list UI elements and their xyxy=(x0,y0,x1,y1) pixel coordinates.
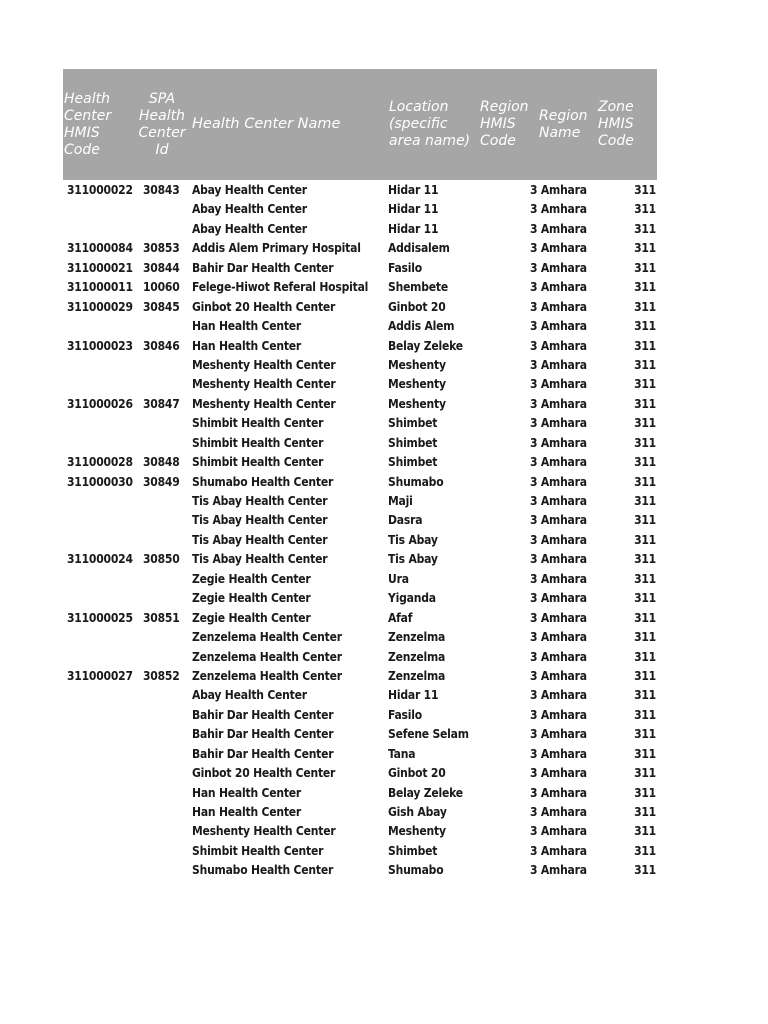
cell-zone-hmis[interactable]: 311 xyxy=(634,435,656,450)
table-row[interactable] xyxy=(63,608,657,627)
cell-center-name[interactable]: Felege-Hiwot Referal Hospital xyxy=(192,280,369,295)
table-row[interactable] xyxy=(63,860,657,879)
cell-zone-hmis[interactable]: 311 xyxy=(634,630,656,645)
cell-location[interactable]: Hidar 11 xyxy=(388,688,439,703)
cell-region[interactable]: 3 Amhara xyxy=(530,688,587,703)
cell-zone-hmis[interactable]: 311 xyxy=(634,785,656,800)
cell-region[interactable]: 3 Amhara xyxy=(530,280,587,295)
cell-center-name[interactable]: Meshenty Health Center xyxy=(192,357,336,372)
cell-center-name[interactable]: Bahir Dar Health Center xyxy=(192,707,334,722)
cell-hmis-code[interactable]: 311000084 xyxy=(67,241,133,256)
cell-location[interactable]: Meshenty xyxy=(388,357,446,372)
cell-zone-hmis[interactable]: 311 xyxy=(634,202,656,217)
table-row[interactable] xyxy=(63,549,657,568)
table-row[interactable] xyxy=(63,277,657,296)
table-row[interactable] xyxy=(63,530,657,549)
cell-location[interactable]: Hidar 11 xyxy=(388,221,439,236)
cell-zone-hmis[interactable]: 311 xyxy=(634,299,656,314)
table-row[interactable] xyxy=(63,841,657,860)
cell-region[interactable]: 3 Amhara xyxy=(530,513,587,528)
cell-center-name[interactable]: Han Health Center xyxy=(192,805,302,819)
header-region-name-label: Region Name xyxy=(539,107,588,141)
cell-region[interactable]: 3 Amhara xyxy=(530,805,587,819)
table-row[interactable] xyxy=(63,724,657,743)
cell-zone-hmis[interactable]: 311 xyxy=(634,221,656,236)
table-row[interactable] xyxy=(63,666,657,685)
table-row[interactable] xyxy=(63,588,657,607)
cell-center-name[interactable]: Meshenty Health Center xyxy=(192,824,336,839)
cell-spa-id[interactable]: 30849 xyxy=(143,474,180,489)
cell-location[interactable]: Fasilo xyxy=(388,260,422,275)
cell-region[interactable]: 3 Amhara xyxy=(530,221,587,236)
table-row[interactable] xyxy=(63,433,657,452)
table-row[interactable] xyxy=(63,199,657,218)
cell-location[interactable]: Gish Abay xyxy=(388,805,447,819)
cell-location[interactable]: Fasilo xyxy=(388,707,422,722)
cell-location[interactable]: Ura xyxy=(388,571,409,586)
cell-center-name[interactable]: Addis Alem Primary Hospital xyxy=(192,241,361,256)
cell-region[interactable]: 3 Amhara xyxy=(530,766,587,781)
cell-location[interactable]: Hidar 11 xyxy=(388,202,439,217)
cell-hmis-code[interactable]: 311000030 xyxy=(67,474,133,489)
table-row[interactable] xyxy=(63,763,657,782)
cell-region[interactable]: 3 Amhara xyxy=(530,727,587,742)
cell-region[interactable]: 3 Amhara xyxy=(530,357,587,372)
cell-location[interactable]: Tis Abay xyxy=(388,532,438,547)
cell-center-name[interactable]: Abay Health Center xyxy=(192,688,307,703)
cell-region[interactable]: 3 Amhara xyxy=(530,377,587,392)
cell-zone-hmis[interactable]: 311 xyxy=(634,183,656,197)
cell-location[interactable]: Sefene Selam xyxy=(388,727,469,742)
cell-location[interactable]: Ginbot 20 xyxy=(388,766,446,781)
cell-location[interactable]: Shembete xyxy=(388,280,448,295)
cell-center-name[interactable]: Shimbit Health Center xyxy=(192,435,324,450)
cell-zone-hmis[interactable]: 311 xyxy=(634,746,656,761)
header-region-name[interactable] xyxy=(539,69,595,180)
header-center-name-label: Health Center Name xyxy=(192,116,341,132)
cell-zone-hmis[interactable]: 311 xyxy=(634,532,656,547)
cell-region[interactable]: 3 Amhara xyxy=(530,591,587,606)
cell-center-name[interactable]: Bahir Dar Health Center xyxy=(192,746,334,761)
header-spa-id[interactable] xyxy=(133,69,191,180)
table-row[interactable] xyxy=(63,355,657,374)
cell-zone-hmis[interactable]: 311 xyxy=(634,494,656,508)
cell-zone-hmis[interactable]: 311 xyxy=(634,727,656,742)
cell-zone-hmis[interactable]: 311 xyxy=(634,688,656,703)
cell-location[interactable]: Shumabo xyxy=(388,863,444,878)
cell-hmis-code[interactable]: 311000027 xyxy=(67,668,133,683)
cell-center-name[interactable]: Han Health Center xyxy=(192,319,302,334)
cell-region[interactable]: 3 Amhara xyxy=(530,610,587,625)
cell-region[interactable]: 3 Amhara xyxy=(530,202,587,217)
cell-location[interactable]: Shimbet xyxy=(388,843,438,858)
cell-region[interactable]: 3 Amhara xyxy=(530,532,587,547)
cell-zone-hmis[interactable]: 311 xyxy=(634,668,656,683)
cell-location[interactable]: Zenzelma xyxy=(388,649,446,664)
cell-center-name[interactable]: Meshenty Health Center xyxy=(192,396,336,411)
cell-zone-hmis[interactable]: 311 xyxy=(634,649,656,664)
table-row[interactable] xyxy=(63,180,657,199)
header-hmis-code[interactable] xyxy=(64,69,130,180)
cell-center-name[interactable]: Shimbit Health Center xyxy=(192,416,324,431)
cell-location[interactable]: Belay Zeleke xyxy=(388,785,463,800)
table-row[interactable] xyxy=(63,802,657,821)
cell-center-name[interactable]: Bahir Dar Health Center xyxy=(192,727,334,742)
table-row[interactable] xyxy=(63,627,657,646)
cell-spa-id[interactable]: 30852 xyxy=(143,668,180,683)
cell-center-name[interactable]: Zegie Health Center xyxy=(192,571,311,586)
cell-center-name[interactable]: Ginbot 20 Health Center xyxy=(192,299,336,314)
cell-zone-hmis[interactable]: 311 xyxy=(634,377,656,392)
table-row[interactable] xyxy=(63,297,657,316)
cell-location[interactable]: Shumabo xyxy=(388,474,444,489)
cell-hmis-code[interactable]: 311000024 xyxy=(67,552,133,567)
cell-location[interactable]: Meshenty xyxy=(388,396,446,411)
cell-region[interactable]: 3 Amhara xyxy=(530,455,587,470)
cell-zone-hmis[interactable]: 311 xyxy=(634,241,656,256)
table-row[interactable] xyxy=(63,647,657,666)
cell-center-name[interactable]: Zenzelema Health Center xyxy=(192,668,342,683)
cell-region[interactable]: 3 Amhara xyxy=(530,863,587,878)
table-row[interactable] xyxy=(63,685,657,704)
header-location[interactable] xyxy=(389,69,481,180)
cell-spa-id[interactable]: 30844 xyxy=(143,260,180,275)
cell-zone-hmis[interactable]: 311 xyxy=(634,260,656,275)
cell-center-name[interactable]: Zegie Health Center xyxy=(192,610,311,625)
cell-center-name[interactable]: Abay Health Center xyxy=(192,221,307,236)
table-row[interactable] xyxy=(63,219,657,238)
cell-spa-id[interactable]: 30853 xyxy=(143,241,180,256)
cell-location[interactable]: Shimbet xyxy=(388,455,438,470)
cell-region[interactable]: 3 Amhara xyxy=(530,183,587,197)
cell-zone-hmis[interactable]: 311 xyxy=(634,591,656,606)
cell-region[interactable]: 3 Amhara xyxy=(530,668,587,683)
header-spa-id-label: SPA Health Center Id xyxy=(138,90,186,158)
cell-center-name[interactable]: Shimbit Health Center xyxy=(192,843,324,858)
cell-location[interactable]: Addisalem xyxy=(388,241,450,256)
table-row[interactable] xyxy=(63,491,657,510)
cell-center-name[interactable]: Shumabo Health Center xyxy=(192,474,334,489)
cell-center-name[interactable]: Meshenty Health Center xyxy=(192,377,336,392)
table-row[interactable] xyxy=(63,316,657,335)
cell-center-name[interactable]: Tis Abay Health Center xyxy=(192,552,328,567)
cell-location[interactable]: Afaf xyxy=(388,610,413,625)
table-row[interactable] xyxy=(63,394,657,413)
cell-region[interactable]: 3 Amhara xyxy=(530,552,587,567)
cell-region[interactable]: 3 Amhara xyxy=(530,435,587,450)
cell-zone-hmis[interactable]: 311 xyxy=(634,319,656,334)
cell-zone-hmis[interactable]: 311 xyxy=(634,280,656,295)
cell-zone-hmis[interactable]: 311 xyxy=(634,805,656,819)
cell-location[interactable]: Zenzelma xyxy=(388,668,446,683)
cell-hmis-code[interactable]: 311000029 xyxy=(67,299,133,314)
header-region-hmis[interactable] xyxy=(480,69,538,180)
cell-center-name[interactable]: Tis Abay Health Center xyxy=(192,494,328,508)
header-location-label: Location (specific area name) xyxy=(389,99,471,149)
header-zone-hmis[interactable] xyxy=(598,69,654,180)
cell-spa-id[interactable]: 30846 xyxy=(143,338,180,353)
cell-hmis-code[interactable]: 311000028 xyxy=(67,455,133,470)
cell-spa-id[interactable]: 30847 xyxy=(143,396,180,411)
cell-zone-hmis[interactable]: 311 xyxy=(634,571,656,586)
cell-center-name[interactable]: Han Health Center xyxy=(192,785,302,800)
cell-zone-hmis[interactable]: 311 xyxy=(634,474,656,489)
cell-center-name[interactable]: Zenzelema Health Center xyxy=(192,649,342,664)
cell-location[interactable]: Zenzelma xyxy=(388,630,446,645)
cell-spa-id[interactable]: 30845 xyxy=(143,299,180,314)
cell-center-name[interactable]: Ginbot 20 Health Center xyxy=(192,766,336,781)
cell-location[interactable]: Hidar 11 xyxy=(388,183,439,197)
cell-region[interactable]: 3 Amhara xyxy=(530,843,587,858)
cell-zone-hmis[interactable]: 311 xyxy=(634,396,656,411)
cell-region[interactable]: 3 Amhara xyxy=(530,319,587,334)
cell-region[interactable]: 3 Amhara xyxy=(530,260,587,275)
table-row[interactable] xyxy=(63,569,657,588)
cell-center-name[interactable]: Zenzelema Health Center xyxy=(192,630,342,645)
cell-region[interactable]: 3 Amhara xyxy=(530,746,587,761)
cell-hmis-code[interactable]: 311000021 xyxy=(67,260,133,275)
cell-location[interactable]: Shimbet xyxy=(388,435,438,450)
cell-center-name[interactable]: Abay Health Center xyxy=(192,202,307,217)
cell-zone-hmis[interactable]: 311 xyxy=(634,610,656,625)
cell-spa-id[interactable]: 30843 xyxy=(143,183,180,197)
cell-region[interactable]: 3 Amhara xyxy=(530,649,587,664)
spreadsheet-table xyxy=(63,69,657,878)
cell-zone-hmis[interactable]: 311 xyxy=(634,863,656,878)
header-hmis-code-label: Health Center HMIS Code xyxy=(64,90,112,158)
cell-zone-hmis[interactable]: 311 xyxy=(634,824,656,839)
cell-region[interactable]: 3 Amhara xyxy=(530,494,587,508)
table-row[interactable] xyxy=(63,783,657,802)
header-region-hmis-label: Region HMIS Code xyxy=(480,99,529,149)
cell-zone-hmis[interactable]: 311 xyxy=(634,766,656,781)
cell-zone-hmis[interactable]: 311 xyxy=(634,843,656,858)
table-row[interactable] xyxy=(63,472,657,491)
header-center-name[interactable] xyxy=(192,69,382,180)
cell-location[interactable]: Meshenty xyxy=(388,824,446,839)
cell-spa-id[interactable]: 10060 xyxy=(143,280,180,295)
table-row[interactable] xyxy=(63,452,657,471)
cell-location[interactable]: Addis Alem xyxy=(388,319,455,334)
cell-hmis-code[interactable]: 311000023 xyxy=(67,338,133,353)
cell-center-name[interactable]: Tis Abay Health Center xyxy=(192,532,328,547)
cell-center-name[interactable]: Shimbit Health Center xyxy=(192,455,324,470)
table-body xyxy=(63,180,657,880)
cell-location[interactable]: Belay Zeleke xyxy=(388,338,463,353)
cell-hmis-code[interactable]: 311000025 xyxy=(67,610,133,625)
cell-zone-hmis[interactable]: 311 xyxy=(634,513,656,528)
cell-region[interactable]: 3 Amhara xyxy=(530,241,587,256)
cell-location[interactable]: Tis Abay xyxy=(388,552,438,567)
cell-zone-hmis[interactable]: 311 xyxy=(634,552,656,567)
cell-hmis-code[interactable]: 311000022 xyxy=(67,183,133,197)
cell-center-name[interactable]: Abay Health Center xyxy=(192,183,307,197)
cell-center-name[interactable]: Bahir Dar Health Center xyxy=(192,260,334,275)
cell-region[interactable]: 3 Amhara xyxy=(530,630,587,645)
cell-zone-hmis[interactable]: 311 xyxy=(634,357,656,372)
cell-location[interactable]: Meshenty xyxy=(388,377,446,392)
cell-location[interactable]: Yiganda xyxy=(388,591,436,606)
header-zone-hmis-label: Zone HMIS Code xyxy=(598,99,634,149)
table-row[interactable] xyxy=(63,705,657,724)
table-row[interactable] xyxy=(63,413,657,432)
cell-zone-hmis[interactable]: 311 xyxy=(634,416,656,431)
table-row[interactable] xyxy=(63,821,657,840)
table-row[interactable] xyxy=(63,238,657,257)
cell-hmis-code[interactable]: 311000011 xyxy=(67,280,133,295)
cell-location[interactable]: Maji xyxy=(388,494,413,508)
table-row[interactable] xyxy=(63,374,657,393)
table-row[interactable] xyxy=(63,336,657,355)
cell-region[interactable]: 3 Amhara xyxy=(530,707,587,722)
cell-center-name[interactable]: Tis Abay Health Center xyxy=(192,513,328,528)
cell-location[interactable]: Dasra xyxy=(388,513,423,528)
cell-spa-id[interactable]: 30850 xyxy=(143,552,180,567)
table-row[interactable] xyxy=(63,744,657,763)
cell-center-name[interactable]: Shumabo Health Center xyxy=(192,863,334,878)
cell-location[interactable]: Tana xyxy=(388,746,416,761)
cell-region[interactable]: 3 Amhara xyxy=(530,785,587,800)
cell-spa-id[interactable]: 30851 xyxy=(143,610,180,625)
cell-center-name[interactable]: Zegie Health Center xyxy=(192,591,311,606)
table-row[interactable] xyxy=(63,510,657,529)
cell-center-name[interactable]: Han Health Center xyxy=(192,338,302,353)
cell-zone-hmis[interactable]: 311 xyxy=(634,707,656,722)
cell-zone-hmis[interactable]: 311 xyxy=(634,455,656,470)
cell-region[interactable]: 3 Amhara xyxy=(530,338,587,353)
cell-hmis-code[interactable]: 311000026 xyxy=(67,396,133,411)
cell-region[interactable]: 3 Amhara xyxy=(530,416,587,431)
cell-region[interactable]: 3 Amhara xyxy=(530,396,587,411)
cell-location[interactable]: Shimbet xyxy=(388,416,438,431)
table-row[interactable] xyxy=(63,258,657,277)
table-header xyxy=(63,69,657,180)
cell-region[interactable]: 3 Amhara xyxy=(530,474,587,489)
cell-region[interactable]: 3 Amhara xyxy=(530,571,587,586)
cell-spa-id[interactable]: 30848 xyxy=(143,455,180,470)
cell-location[interactable]: Ginbot 20 xyxy=(388,299,446,314)
cell-region[interactable]: 3 Amhara xyxy=(530,824,587,839)
cell-region[interactable]: 3 Amhara xyxy=(530,299,587,314)
cell-zone-hmis[interactable]: 311 xyxy=(634,338,656,353)
